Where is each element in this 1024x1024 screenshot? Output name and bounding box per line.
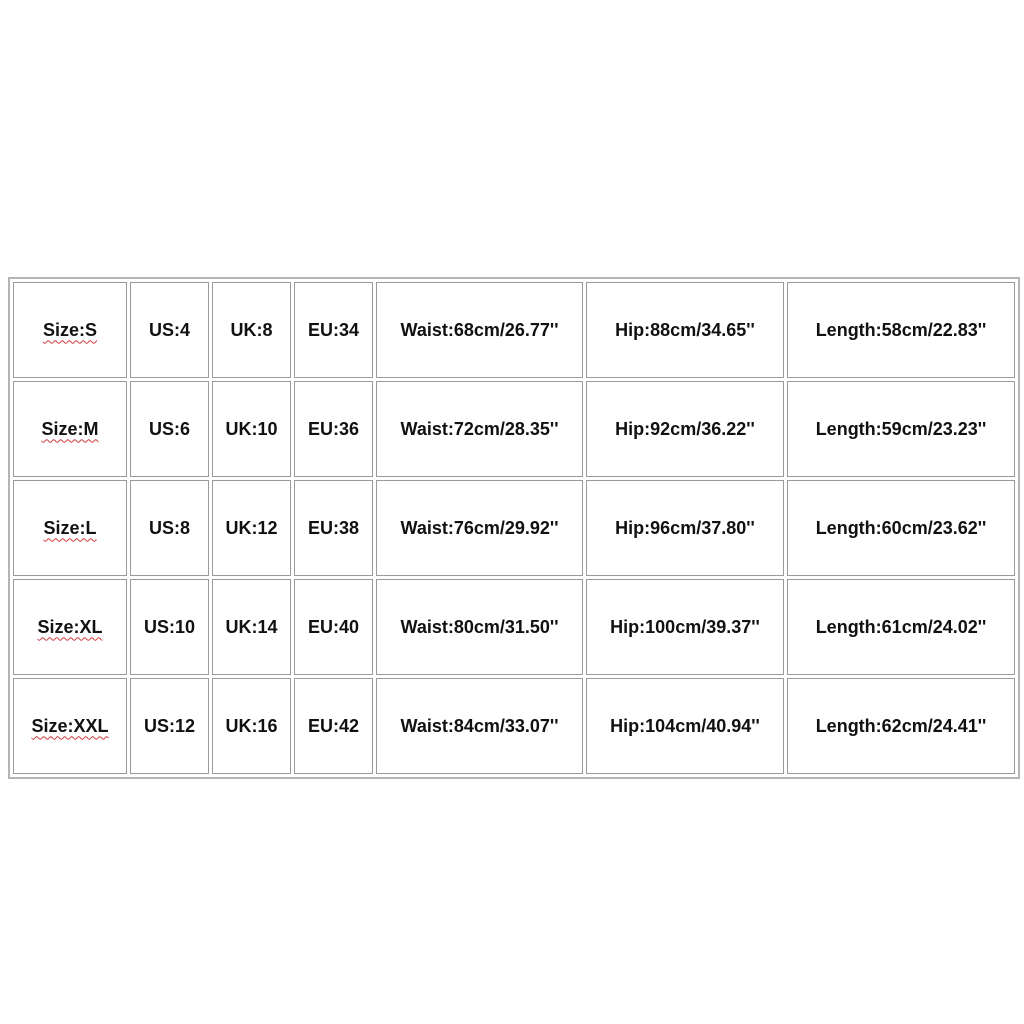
hip-cell: Hip:100cm/39.37'' [586, 579, 784, 675]
size-cell [13, 579, 127, 675]
size-cell [13, 480, 127, 576]
table-row [13, 579, 1015, 675]
length-cell: Length:60cm/23.62'' [787, 480, 1015, 576]
waist-cell: Waist:68cm/26.77'' [376, 282, 583, 378]
length-cell: Length:62cm/24.41'' [787, 678, 1015, 774]
uk-size-cell: UK:10 [212, 381, 291, 477]
uk-size-cell: UK:16 [212, 678, 291, 774]
table-row [13, 282, 1015, 378]
waist-cell: Waist:72cm/28.35'' [376, 381, 583, 477]
us-size-cell: US:6 [130, 381, 209, 477]
size-label: Size:L [43, 517, 97, 538]
length-cell: Length:58cm/22.83'' [787, 282, 1015, 378]
size-cell [13, 282, 127, 378]
size-label: Size:S [42, 319, 98, 340]
waist-cell: Waist:80cm/31.50'' [376, 579, 583, 675]
hip-cell: Hip:88cm/34.65'' [586, 282, 784, 378]
length-cell: Length:59cm/23.23'' [787, 381, 1015, 477]
size-chart-table [8, 277, 1020, 779]
us-size-cell: US:12 [130, 678, 209, 774]
uk-size-cell: UK:12 [212, 480, 291, 576]
size-cell [13, 678, 127, 774]
size-cell [13, 381, 127, 477]
eu-size-cell: EU:42 [294, 678, 373, 774]
size-label: Size:XXL [31, 715, 109, 736]
us-size-cell: US:8 [130, 480, 209, 576]
table-row [13, 678, 1015, 774]
table-row [13, 480, 1015, 576]
us-size-cell: US:4 [130, 282, 209, 378]
hip-cell: Hip:92cm/36.22'' [586, 381, 784, 477]
eu-size-cell: EU:36 [294, 381, 373, 477]
eu-size-cell: EU:38 [294, 480, 373, 576]
uk-size-cell: UK:14 [212, 579, 291, 675]
waist-cell: Waist:84cm/33.07'' [376, 678, 583, 774]
waist-cell: Waist:76cm/29.92'' [376, 480, 583, 576]
hip-cell: Hip:96cm/37.80'' [586, 480, 784, 576]
us-size-cell: US:10 [130, 579, 209, 675]
size-label: Size:M [41, 418, 99, 439]
uk-size-cell: UK:8 [212, 282, 291, 378]
table-row [13, 381, 1015, 477]
length-cell: Length:61cm/24.02'' [787, 579, 1015, 675]
hip-cell: Hip:104cm/40.94'' [586, 678, 784, 774]
size-label: Size:XL [37, 616, 103, 637]
eu-size-cell: EU:34 [294, 282, 373, 378]
eu-size-cell: EU:40 [294, 579, 373, 675]
